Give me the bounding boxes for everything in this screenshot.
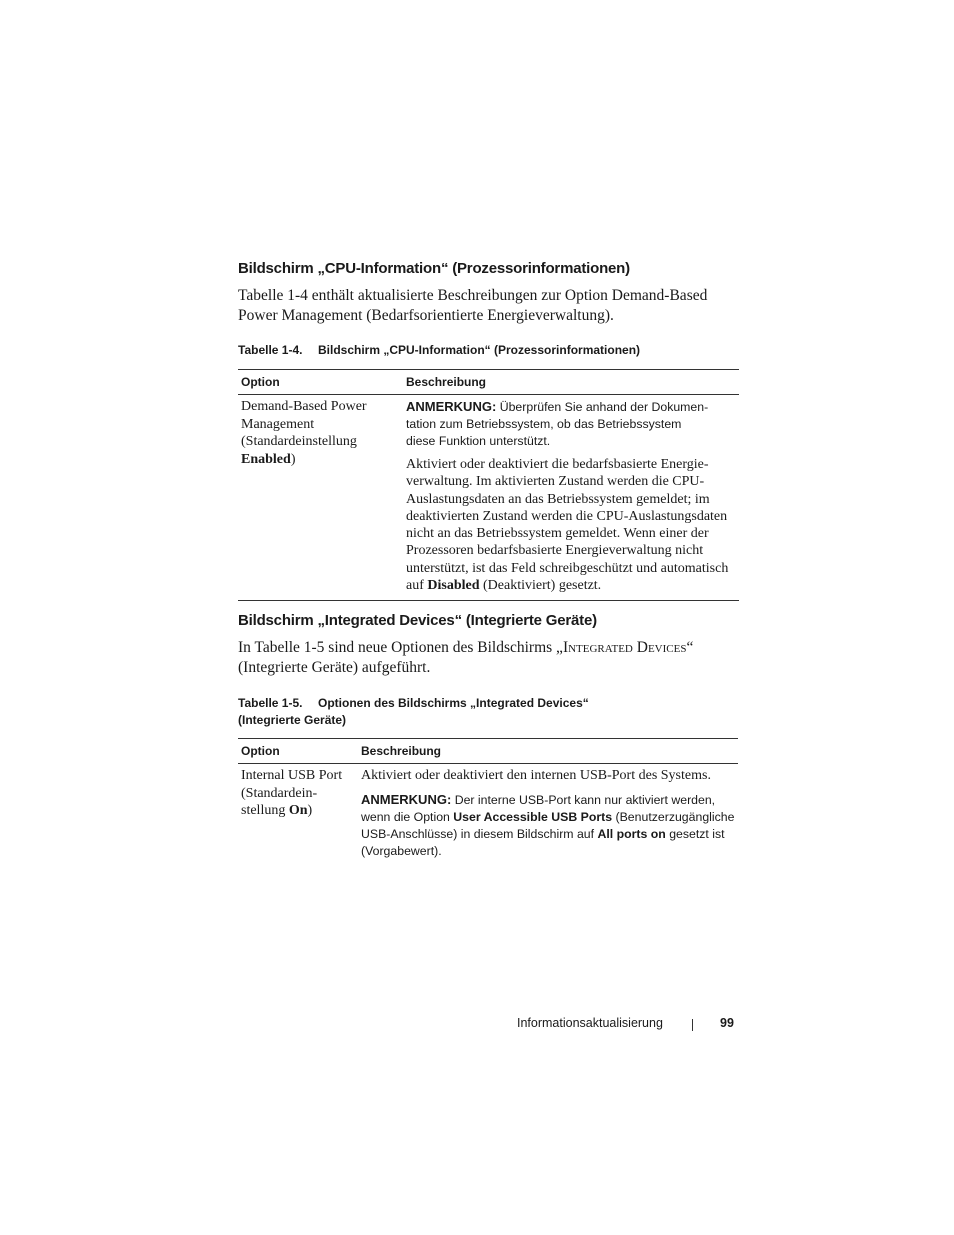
description-text-part: auf bbox=[406, 578, 428, 594]
table-number: Tabelle 1-5. bbox=[238, 696, 303, 710]
note-text: Der interne USB-Port kann nur aktiviert werden, bbox=[454, 793, 716, 808]
table-header-row bbox=[238, 739, 738, 764]
footer-title: Informationsaktualisierung bbox=[517, 1016, 663, 1030]
note-line: diese Funktion unterstützt. bbox=[406, 434, 551, 448]
note-line bbox=[361, 791, 738, 809]
table-header-row bbox=[238, 370, 739, 395]
note-line: tation zum Betriebssystem, ob das Betriebssystem bbox=[406, 417, 682, 431]
column-header-option: Option bbox=[241, 744, 280, 758]
column-header-option: Option bbox=[241, 375, 280, 389]
note-line bbox=[361, 809, 738, 826]
intro-screen-name: Integrated Devices bbox=[562, 639, 687, 656]
intro-paragraph-integrated-devices bbox=[238, 638, 738, 677]
intro-text-part: In Tabelle 1-5 sind neue Optionen des Bildschirms „ bbox=[238, 639, 563, 656]
description-line: verwaltung. Im aktivierten Zustand werden die CPU- bbox=[406, 474, 705, 490]
description-line bbox=[406, 577, 739, 594]
table-integrated-devices bbox=[238, 738, 738, 860]
note-text: wenn die Option bbox=[361, 810, 454, 825]
note-text: (Benutzerzugängliche bbox=[612, 810, 735, 825]
note-block bbox=[361, 791, 738, 860]
option-cell bbox=[238, 767, 361, 860]
option-default-value: Enabled bbox=[241, 451, 291, 467]
description-line: nicht an das Betriebssystem gemeldet. Wenn einer der bbox=[406, 526, 709, 542]
footer-separator bbox=[692, 1019, 693, 1031]
description-line: Prozessoren bedarfsbasierte Energieverwaltung nicht bbox=[406, 543, 704, 559]
description-text: Aktiviert oder deaktiviert den internen USB-Port des Systems. bbox=[361, 768, 711, 783]
note-line: (Vorgabewert). bbox=[361, 844, 442, 859]
option-line: (Standardeinstellung bbox=[241, 434, 357, 449]
column-header-description: Beschreibung bbox=[361, 744, 442, 758]
intro-line: Tabelle 1-4 enthält aktualisierte Beschreibungen zur Option Demand-Based bbox=[238, 287, 708, 304]
description-text bbox=[406, 456, 739, 594]
note-line bbox=[361, 826, 738, 843]
table-cpu-information bbox=[238, 369, 739, 601]
table-number: Tabelle 1-4. bbox=[238, 343, 303, 357]
description-bold-value: Disabled bbox=[427, 578, 480, 594]
intro-line: Power Management (Bedarfsorientierte Energieverwaltung). bbox=[238, 306, 614, 324]
description-cell bbox=[406, 398, 739, 594]
note-text: gesetzt ist bbox=[665, 827, 725, 842]
option-default-value: On bbox=[288, 803, 308, 818]
page-number: 99 bbox=[720, 1016, 734, 1030]
table-caption-1-5 bbox=[238, 695, 589, 729]
note-option-value: All ports on bbox=[597, 827, 666, 842]
option-line: (Standardein- bbox=[241, 785, 318, 801]
intro-paragraph-cpu bbox=[238, 286, 738, 325]
table-caption-1-4 bbox=[238, 342, 640, 359]
column-header-description: Beschreibung bbox=[406, 375, 487, 389]
option-default-line bbox=[241, 802, 361, 820]
table-title: Bildschirm „CPU-Information“ (Prozessorinformationen) bbox=[318, 343, 641, 357]
description-text-part: (Deaktiviert) gesetzt. bbox=[479, 578, 602, 594]
section-heading-cpu-information: Bildschirm „CPU-Information“ (Prozessorinformationen) bbox=[238, 260, 630, 277]
option-default-line bbox=[241, 451, 406, 469]
note-line bbox=[406, 398, 739, 416]
intro-line bbox=[238, 638, 738, 658]
option-text-part: stellung bbox=[241, 803, 289, 818]
option-close-paren: ) bbox=[307, 803, 313, 818]
intro-line: (Integrierte Geräte) aufgeführt. bbox=[238, 658, 431, 676]
note-label: ANMERKUNG: bbox=[406, 399, 497, 414]
note-block bbox=[406, 398, 739, 450]
table-row bbox=[238, 764, 738, 860]
page-footer bbox=[517, 1016, 737, 1030]
option-cell bbox=[238, 398, 406, 594]
description-line: deaktivierten Zustand werden die CPU-Auslastungsdaten bbox=[406, 508, 728, 524]
table-title: Optionen des Bildschirms „Integrated Devices“ bbox=[318, 696, 589, 710]
option-line: Management bbox=[241, 416, 315, 432]
description-line: Aktiviert oder deaktiviert die bedarfsbasierte Energie- bbox=[406, 457, 709, 472]
note-option-name: User Accessible USB Ports bbox=[453, 810, 613, 825]
description-line: unterstützt, ist das Feld schreibgeschützt und automatisch bbox=[406, 560, 729, 576]
option-line: Internal USB Port bbox=[241, 768, 343, 783]
table-row bbox=[238, 395, 739, 600]
table-title-line2: (Integrierte Geräte) bbox=[238, 713, 347, 727]
intro-text-part: “ bbox=[686, 639, 694, 656]
description-line: Auslastungsdaten an das Betriebssystem gemeldet; im bbox=[406, 491, 710, 507]
option-close-paren: ) bbox=[290, 451, 296, 467]
note-text: Überprüfen Sie anhand der Dokumen- bbox=[499, 400, 709, 414]
note-label: ANMERKUNG: bbox=[361, 792, 452, 808]
note-text: USB-Anschlüsse) in diesem Bildschirm auf bbox=[361, 827, 598, 842]
option-line: Demand-Based Power bbox=[241, 399, 367, 414]
section-heading-integrated-devices: Bildschirm „Integrated Devices“ (Integrierte Geräte) bbox=[238, 612, 597, 629]
description-cell bbox=[361, 767, 738, 860]
